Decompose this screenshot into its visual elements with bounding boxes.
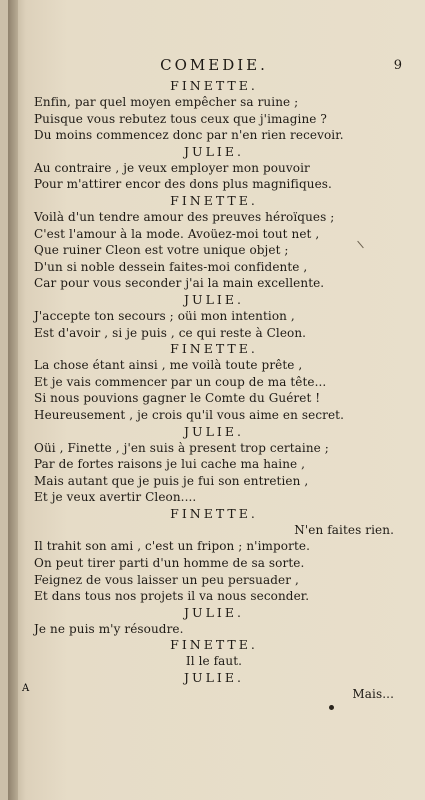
verse-line: Il le faut. [185, 654, 243, 669]
verse-line: Il trahit son ami , c'est un fripon ; n'importe. [34, 539, 310, 554]
running-head [34, 56, 402, 78]
speaker-name: FINETTE. [170, 78, 258, 93]
speaker-name: FINETTE. [170, 505, 258, 521]
verse-line: Voilà d'un tendre amour des preuves héroïques ; [34, 209, 335, 224]
verse-line: Et je vais commencer par un coup de ma tête... [34, 374, 327, 389]
verse-line: Si nous pouvions gagner le Comte du Guéret ! [34, 391, 321, 406]
verse-line: J'accepte ton secours ; oüi mon intention , [34, 308, 295, 323]
running-title: COMEDIE. [160, 56, 268, 74]
speaker-name: JULIE. [184, 423, 244, 439]
verse-line: On peut tirer parti d'un homme de sa sorte. [34, 556, 305, 571]
verse-line: Et dans tous nos projets il va nous seconder. [34, 589, 310, 604]
verse-line: Par de fortes raisons je lui cache ma haine , [34, 457, 306, 472]
text-block [34, 56, 402, 703]
verse-line: Que ruiner Cleon est votre unique objet ; [34, 243, 289, 258]
book-page [8, 0, 425, 800]
speaker-name: JULIE. [184, 143, 244, 159]
speaker-name: JULIE. [184, 604, 244, 620]
page-gutter [8, 0, 18, 800]
verse-line: Je ne puis m'y résoudre. [34, 621, 184, 636]
verse-line: N'en faites rien. [294, 522, 394, 537]
signature-mark: A [22, 683, 30, 694]
ink-dot [329, 705, 334, 710]
verse-line: Pour m'attirer encor des dons plus magnifiques. [34, 177, 332, 192]
verse-line: Puisque vous rebutez tous ceux que j'imagine ? [34, 111, 327, 126]
verse-line: Heureusement , je crois qu'il vous aime en secret. [34, 407, 345, 422]
verse-line: Feignez de vous laisser un peu persuader , [34, 572, 299, 587]
speaker-name: FINETTE. [170, 341, 258, 357]
verse-line: Enfin, par quel moyen empêcher sa ruine ; [34, 95, 299, 109]
verse-line: C'est l'amour à la mode. Avoüez-moi tout net , [34, 226, 320, 241]
verse-line: Est d'avoir , si je puis , ce qui reste à Cleon. [34, 325, 307, 340]
verse-line: Et je veux avertir Cleon.... [34, 490, 197, 505]
verse-line: La chose étant ainsi , me voilà toute prête , [34, 358, 303, 373]
verse-line: Car pour vous seconder j'ai la main excellente. [34, 276, 325, 291]
page-number: 9 [393, 58, 402, 73]
verse-line: Au contraire , je veux employer mon pouvoir [34, 160, 310, 175]
verse-line: Oüi , Finette , j'en suis à present trop certaine ; [34, 440, 329, 455]
speaker-name: JULIE. [184, 670, 244, 686]
verse-line: Du moins commencez donc par n'en rien recevoir. [34, 128, 344, 143]
verse-line: D'un si noble dessein faites-moi confidente , [34, 259, 308, 274]
speaker-name: JULIE. [184, 291, 244, 307]
verse-line: Mais autant que je puis je fui son entretien , [34, 473, 309, 488]
speaker-name: FINETTE. [170, 192, 258, 208]
play-text [34, 78, 394, 703]
speaker-name: FINETTE. [170, 637, 258, 653]
verse-line: Mais... [352, 687, 394, 702]
